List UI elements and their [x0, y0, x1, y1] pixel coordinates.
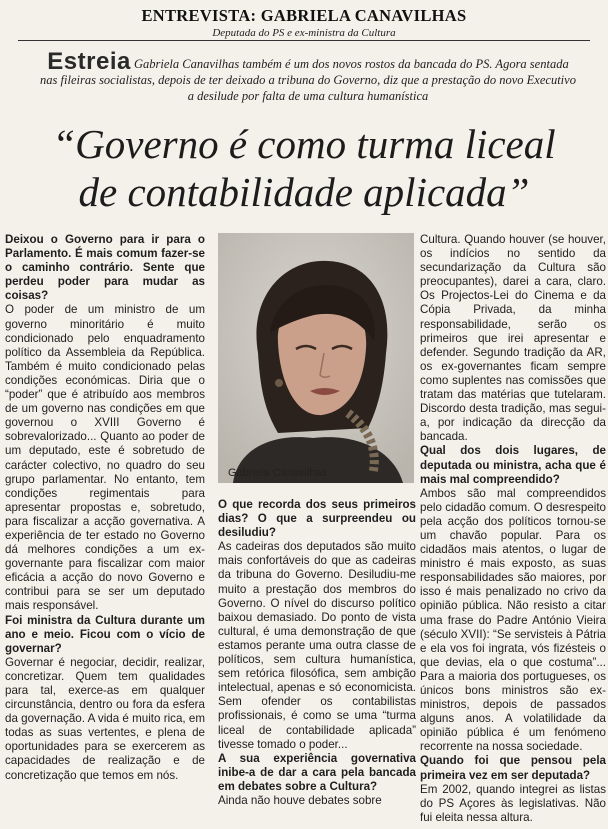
- question: Qual dos dois lugares, de deputada ou ministra, acha que é mais mal compreendido?: [420, 444, 606, 486]
- question: A sua experiência governativa inibe-a de dar a cara pela bancada em debates sobre a Cultura?: [218, 751, 416, 793]
- question: Quando foi que pensou pela primeira vez em ser deputada?: [420, 754, 606, 782]
- question: Foi ministra da Cultura durante um ano e meio. Ficou com o vício de governar?: [5, 613, 205, 655]
- interviewee-role: Deputada do PS e ex-ministra da Cultura: [212, 27, 396, 39]
- column-1: [5, 233, 205, 783]
- portrait-illustration: [218, 233, 414, 483]
- article-header: [0, 6, 608, 39]
- question: Deixou o Governo para ir para o Parlamento. É mais comum fazer-se o caminho contrário. Sente que perdeu poder para mudar as coisas?: [5, 233, 205, 303]
- portrait-photo: [218, 233, 414, 483]
- answer: O poder de um ministro de um governo minoritário é muito condicionado pelo enquadramento político da Assembleia da República. Também é muito condicionado pelas condições económicas. Diria que o “poder” que é atribuído aos membros de um governo nas condições em que governou o XVIII Governo é sobrevalorizado... Quanto ao poder de um deputado, este é sobretudo de carácter colectivo, no quadro do seu grupo parlamentar. No entanto, tem condições regimentais para apresentar propostas e, sobretudo, para fiscalizar a acção governativa. A experiência de ter estado no Governo dá melhores condições a um ex-governante para fiscalizar com maior eficácia a acção do novo Governo e contribui para se ser um deputado mais responsável.: [5, 303, 205, 613]
- answer: Em 2002, quando integrei as listas do PS Açores às legislativas. Não fui eleita nessa altura.: [420, 782, 606, 824]
- headline-line-1: “Governo é como turma liceal: [52, 121, 556, 167]
- lede: [38, 48, 578, 104]
- answer: Governar é negociar, decidir, realizar, concretizar. Quem tem qualidades para tal, exerce-as em qualquer circunstância, dentro ou fora da esfera da governação. A vida é muito rica, em todas as suas vertentes, e plena de oportunidades para se exercerem as capacidades de realização e de concretização que temos em nós.: [5, 655, 205, 782]
- header-rule: [18, 40, 590, 41]
- photo-caption: Gabriela Canavilhas: [228, 467, 328, 479]
- lede-text: Gabriela Canavilhas também é um dos novos rostos da bancada do PS. Agora sentada nas fileiras socialistas, depois de ter deixado a tribuna do Governo, diz que a prestação do novo Executivo a desilude por falta de uma cultura humanística: [40, 57, 576, 103]
- column-3: [420, 233, 606, 825]
- headline: [0, 120, 608, 216]
- answer: Ambos são mal compreendidos pelo cidadão comum. O desrespeito pela acção dos políticos tornou-se um chavão popular. Para os cidadãos mais atentos, o lugar de ministro é mais exposto, as suas responsabilidades são maiores, por isso é mais penalizado no crivo da opinião pública. Não resisto a citar uma frase do Padre António Vieira (século XVII): “Se servisteis à Pátria e ela vos foi ingrata, vós fizésteis o que devias, ela o que costuma”... Para a maioria dos portugueses, os únicos bons ministros são ex-ministros, depois de passados alguns anos. A volatilidade da opinião pública é um fenómeno recorrente na nossa sociedade.: [420, 486, 606, 754]
- question: O que recorda dos seus primeiros dias? O que a surpreendeu ou desiludiu?: [218, 498, 416, 540]
- lede-tag: Estreia: [47, 48, 131, 75]
- answer: As cadeiras dos deputados são muito mais confortáveis do que as cadeiras da tribuna do Governo. Desiludiu-me muito a prestação dos membros do Governo. O nível do discurso político baixou demasiado. Do ponto de vista cultural, é uma demonstração de que estamos perante uma outra classe de políticos, sem cultura humanística, sem retórica filosófica, sem ambição intelectual, apenas e só economicista. Sem ofender os contabilistas profissionais, é como se uma “turma liceal de contabilidade aplicada” tivesse tomado o poder...: [218, 540, 416, 751]
- answer: Ainda não houve debates sobre: [218, 793, 382, 807]
- answer: Cultura. Quando houver (se houver, os indícios no sentido da secundarização da Cultura são preocupantes), darei a cara, claro. Os Projectos-Lei do Cinema e da Cópia Privada, da minha responsabilidade, serão os primeiros que irei apresentar e defender. Segundo tradição da AR, os ex-governantes ficam sempre como suplentes nas comissões que tratam das matérias que tutelaram. Discordo desta tradição, mas segui-a, por indicação da direcção da bancada.: [420, 233, 606, 444]
- section-kicker: ENTREVISTA: GABRIELA CANAVILHAS: [141, 6, 467, 25]
- headline-line-2: de contabilidade aplicada”: [78, 169, 530, 215]
- column-2: [218, 498, 416, 808]
